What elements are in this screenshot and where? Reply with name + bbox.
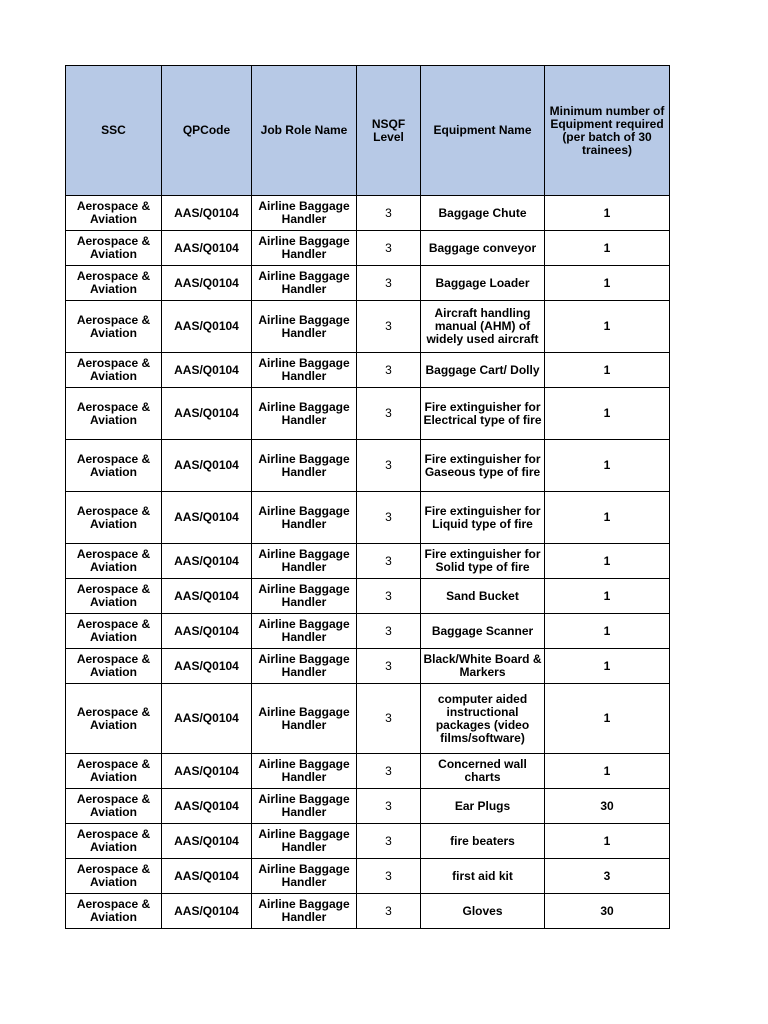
cell-nsqf-level: 3 <box>357 388 421 440</box>
cell-ssc: Aerospace & Aviation <box>66 579 162 614</box>
cell-nsqf-level: 3 <box>357 492 421 544</box>
cell-ssc: Aerospace & Aviation <box>66 492 162 544</box>
cell-nsqf-level: 3 <box>357 789 421 824</box>
cell-ssc: Aerospace & Aviation <box>66 544 162 579</box>
table-row <box>66 266 670 301</box>
cell-minimum-number: 1 <box>545 614 670 649</box>
cell-equipment-name: Aircraft handling manual (AHM) of widely used aircraft <box>421 301 545 353</box>
cell-job-role: Airline Baggage Handler <box>252 492 357 544</box>
cell-nsqf-level: 3 <box>357 684 421 754</box>
column-header-nsqf-level: NSQF Level <box>357 66 421 196</box>
cell-job-role: Airline Baggage Handler <box>252 789 357 824</box>
table-row <box>66 579 670 614</box>
table-header <box>66 66 670 196</box>
cell-qpcode: AAS/Q0104 <box>162 614 252 649</box>
cell-job-role: Airline Baggage Handler <box>252 301 357 353</box>
cell-nsqf-level: 3 <box>357 859 421 894</box>
cell-equipment-name: Ear Plugs <box>421 789 545 824</box>
cell-equipment-name: Fire extinguisher for Liquid type of fire <box>421 492 545 544</box>
cell-qpcode: AAS/Q0104 <box>162 789 252 824</box>
cell-job-role: Airline Baggage Handler <box>252 649 357 684</box>
cell-nsqf-level: 3 <box>357 440 421 492</box>
cell-ssc: Aerospace & Aviation <box>66 388 162 440</box>
cell-qpcode: AAS/Q0104 <box>162 894 252 929</box>
cell-minimum-number: 1 <box>545 196 670 231</box>
table-row <box>66 754 670 789</box>
table-row <box>66 440 670 492</box>
cell-qpcode: AAS/Q0104 <box>162 544 252 579</box>
column-header-minimum-number: Minimum number of Equipment required (per batch of 30 trainees) <box>545 66 670 196</box>
cell-minimum-number: 1 <box>545 492 670 544</box>
cell-job-role: Airline Baggage Handler <box>252 859 357 894</box>
cell-equipment-name: Fire extinguisher for Electrical type of fire <box>421 388 545 440</box>
cell-ssc: Aerospace & Aviation <box>66 301 162 353</box>
cell-qpcode: AAS/Q0104 <box>162 231 252 266</box>
cell-nsqf-level: 3 <box>357 754 421 789</box>
cell-nsqf-level: 3 <box>357 353 421 388</box>
cell-qpcode: AAS/Q0104 <box>162 440 252 492</box>
cell-equipment-name: Black/White Board & Markers <box>421 649 545 684</box>
cell-equipment-name: Fire extinguisher for Solid type of fire <box>421 544 545 579</box>
table-row <box>66 614 670 649</box>
cell-qpcode: AAS/Q0104 <box>162 824 252 859</box>
cell-qpcode: AAS/Q0104 <box>162 579 252 614</box>
table-row <box>66 684 670 754</box>
table-row <box>66 492 670 544</box>
table-row <box>66 388 670 440</box>
table-row <box>66 353 670 388</box>
cell-qpcode: AAS/Q0104 <box>162 754 252 789</box>
table-row <box>66 789 670 824</box>
cell-equipment-name: Fire extinguisher for Gaseous type of fire <box>421 440 545 492</box>
cell-minimum-number: 1 <box>545 824 670 859</box>
cell-job-role: Airline Baggage Handler <box>252 388 357 440</box>
cell-job-role: Airline Baggage Handler <box>252 196 357 231</box>
cell-nsqf-level: 3 <box>357 231 421 266</box>
cell-ssc: Aerospace & Aviation <box>66 894 162 929</box>
cell-equipment-name: Baggage Chute <box>421 196 545 231</box>
cell-minimum-number: 1 <box>545 231 670 266</box>
cell-ssc: Aerospace & Aviation <box>66 684 162 754</box>
cell-nsqf-level: 3 <box>357 266 421 301</box>
table-row <box>66 824 670 859</box>
cell-ssc: Aerospace & Aviation <box>66 859 162 894</box>
cell-job-role: Airline Baggage Handler <box>252 684 357 754</box>
table-row <box>66 649 670 684</box>
cell-minimum-number: 30 <box>545 894 670 929</box>
cell-job-role: Airline Baggage Handler <box>252 824 357 859</box>
cell-ssc: Aerospace & Aviation <box>66 440 162 492</box>
cell-ssc: Aerospace & Aviation <box>66 353 162 388</box>
cell-equipment-name: Gloves <box>421 894 545 929</box>
cell-job-role: Airline Baggage Handler <box>252 544 357 579</box>
cell-equipment-name: Baggage conveyor <box>421 231 545 266</box>
cell-nsqf-level: 3 <box>357 894 421 929</box>
cell-nsqf-level: 3 <box>357 579 421 614</box>
cell-nsqf-level: 3 <box>357 544 421 579</box>
cell-equipment-name: Baggage Cart/ Dolly <box>421 353 545 388</box>
table-row <box>66 231 670 266</box>
cell-ssc: Aerospace & Aviation <box>66 754 162 789</box>
cell-job-role: Airline Baggage Handler <box>252 579 357 614</box>
column-header-job-role: Job Role Name <box>252 66 357 196</box>
cell-ssc: Aerospace & Aviation <box>66 824 162 859</box>
cell-equipment-name: Concerned wall charts <box>421 754 545 789</box>
cell-qpcode: AAS/Q0104 <box>162 649 252 684</box>
cell-equipment-name: Sand Bucket <box>421 579 545 614</box>
cell-ssc: Aerospace & Aviation <box>66 789 162 824</box>
cell-qpcode: AAS/Q0104 <box>162 353 252 388</box>
cell-ssc: Aerospace & Aviation <box>66 649 162 684</box>
cell-nsqf-level: 3 <box>357 824 421 859</box>
cell-minimum-number: 30 <box>545 789 670 824</box>
cell-equipment-name: Baggage Loader <box>421 266 545 301</box>
cell-qpcode: AAS/Q0104 <box>162 266 252 301</box>
cell-minimum-number: 1 <box>545 440 670 492</box>
cell-nsqf-level: 3 <box>357 301 421 353</box>
cell-equipment-name: computer aided instructional packages (video films/software) <box>421 684 545 754</box>
table-row <box>66 894 670 929</box>
table-row <box>66 301 670 353</box>
cell-qpcode: AAS/Q0104 <box>162 684 252 754</box>
cell-ssc: Aerospace & Aviation <box>66 231 162 266</box>
cell-job-role: Airline Baggage Handler <box>252 614 357 649</box>
table-row <box>66 196 670 231</box>
cell-minimum-number: 1 <box>545 301 670 353</box>
cell-minimum-number: 1 <box>545 353 670 388</box>
cell-job-role: Airline Baggage Handler <box>252 231 357 266</box>
cell-equipment-name: fire beaters <box>421 824 545 859</box>
cell-minimum-number: 1 <box>545 579 670 614</box>
cell-job-role: Airline Baggage Handler <box>252 440 357 492</box>
cell-qpcode: AAS/Q0104 <box>162 196 252 231</box>
cell-nsqf-level: 3 <box>357 649 421 684</box>
cell-minimum-number: 1 <box>545 388 670 440</box>
cell-qpcode: AAS/Q0104 <box>162 301 252 353</box>
cell-job-role: Airline Baggage Handler <box>252 353 357 388</box>
cell-qpcode: AAS/Q0104 <box>162 492 252 544</box>
cell-minimum-number: 1 <box>545 649 670 684</box>
cell-job-role: Airline Baggage Handler <box>252 754 357 789</box>
cell-ssc: Aerospace & Aviation <box>66 196 162 231</box>
cell-job-role: Airline Baggage Handler <box>252 266 357 301</box>
cell-ssc: Aerospace & Aviation <box>66 266 162 301</box>
cell-minimum-number: 3 <box>545 859 670 894</box>
column-header-ssc: SSC <box>66 66 162 196</box>
cell-equipment-name: first aid kit <box>421 859 545 894</box>
column-header-qpcode: QPCode <box>162 66 252 196</box>
cell-minimum-number: 1 <box>545 266 670 301</box>
cell-minimum-number: 1 <box>545 684 670 754</box>
header-row <box>66 66 670 196</box>
table-row <box>66 859 670 894</box>
cell-qpcode: AAS/Q0104 <box>162 859 252 894</box>
cell-qpcode: AAS/Q0104 <box>162 388 252 440</box>
table-body <box>66 196 670 929</box>
cell-ssc: Aerospace & Aviation <box>66 614 162 649</box>
cell-nsqf-level: 3 <box>357 196 421 231</box>
cell-nsqf-level: 3 <box>357 614 421 649</box>
cell-minimum-number: 1 <box>545 544 670 579</box>
cell-minimum-number: 1 <box>545 754 670 789</box>
cell-equipment-name: Baggage Scanner <box>421 614 545 649</box>
cell-job-role: Airline Baggage Handler <box>252 894 357 929</box>
table-row <box>66 544 670 579</box>
equipment-table <box>65 65 670 929</box>
column-header-equipment-name: Equipment Name <box>421 66 545 196</box>
